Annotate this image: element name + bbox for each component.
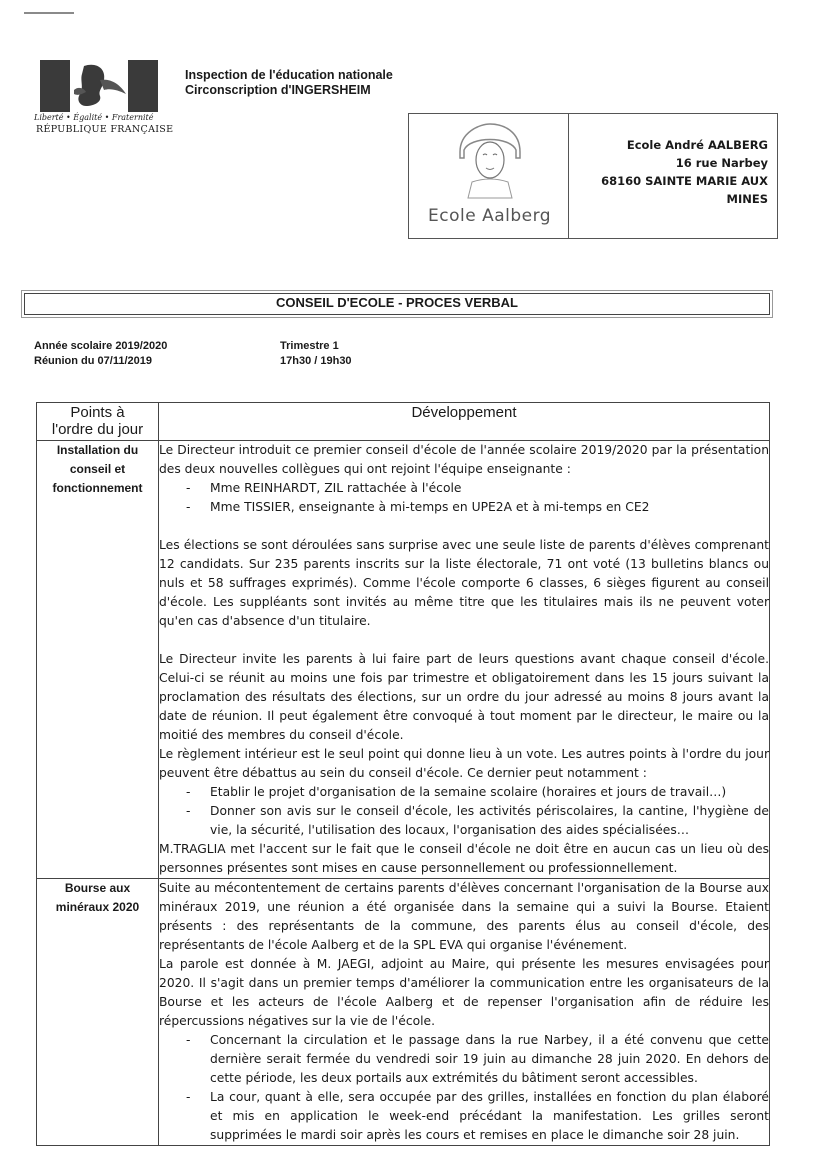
- paragraph: Les élections se sont déroulées sans surprise avec une seule liste de parents d'élèves comprenant 12 candidats. Sur 235 parents inscrits sur la liste électorale, 71 ont voté (13 bulletins blancs ou nuls et 58 suffrages exprimés). Comme l'école comporte 6 classes, 6 sièges figurent au conseil d'école. Les suppléants sont invités au même titre que les titulaires mais ils ne peuvent voter qu'en cas d'absence d'un titulaire.: [159, 538, 769, 628]
- republic-name: RÉPUBLIQUE FRANÇAISE: [36, 124, 174, 135]
- col-agenda-header-line: Points à: [70, 404, 125, 421]
- school-name: Ecole André AALBERG: [626, 138, 768, 152]
- minutes-table: [36, 402, 770, 1146]
- trimester: Trimestre 1: [280, 340, 339, 352]
- section-body-bourse: [159, 879, 770, 1146]
- document-title: CONSEIL D'ECOLE - PROCES VERBAL: [276, 295, 518, 310]
- paragraph: Le Directeur introduit ce premier conseil d'école de l'année scolaire 2019/2020 par la présentation des deux nouvelles collègues qui ont rejoint l'équipe enseignante :: [159, 443, 769, 476]
- meeting-meta-right: [280, 339, 352, 369]
- paragraph: Le Directeur invite les parents à lui faire part de leurs questions avant chaque conseil d'école. Celui-ci se réunit au moins une fois par trimestre et obligatoirement dans les 15 jours suivant la proclamation des résultats des élections, sur un ordre du jour adressé au moins 8 jours avant la date de réunion. Il peut également être convoqué à tout moment par le directeur, le maire ou la moitié des membres du conseil d'école.: [159, 652, 769, 742]
- section-body-installation: [159, 441, 770, 879]
- meeting-hours: 17h30 / 19h30: [280, 355, 352, 367]
- list-item: - Etablir le projet d'organisation de la semaine scolaire (horaires et jours de travail…): [186, 783, 769, 802]
- section-title-line: Installation du: [56, 443, 139, 457]
- school-logo-icon: [450, 122, 530, 204]
- section-title-line: Bourse aux: [64, 881, 131, 895]
- bullet-list: [159, 479, 769, 517]
- col-agenda-header: [37, 403, 159, 441]
- col-agenda-header-line: l'ordre du jour: [51, 421, 144, 438]
- list-item: - Mme REINHARDT, ZIL rattachée à l'école: [186, 479, 769, 498]
- bullet-list: [159, 783, 769, 840]
- school-city: 68160 SAINTE MARIE AUX: [601, 174, 768, 188]
- col-development-header-label: Développement: [411, 404, 517, 421]
- inspection-line: Inspection de l'éducation nationale: [185, 68, 393, 82]
- school-city-continued: MINES: [726, 192, 768, 206]
- bullet-list: [159, 1031, 769, 1145]
- meeting-date: Réunion du 07/11/2019: [34, 355, 152, 367]
- table-row: [37, 441, 770, 879]
- section-title-bourse: [37, 879, 159, 1146]
- table-row: [37, 879, 770, 1146]
- section-title-line: minéraux 2020: [55, 900, 140, 914]
- scan-mark: [24, 12, 74, 14]
- school-box-divider: [568, 113, 569, 239]
- col-development-header: [159, 403, 770, 441]
- list-item: - Mme TISSIER, enseignante à mi-temps en UPE2A et à mi-temps en CE2: [186, 498, 769, 517]
- paragraph: M.TRAGLIA met l'accent sur le fait que le conseil d'école ne doit être en aucun cas un lieu où des personnes présentes sont mises en cause personnellement ou professionnellement.: [159, 842, 769, 875]
- table-header-row: [37, 403, 770, 441]
- section-title-line: fonctionnement: [52, 481, 143, 495]
- list-item: - La cour, quant à elle, sera occupée par des grilles, installées en fonction du plan élaboré et mis en application le week-end précédant la manifestation. Les grilles seront supprimées le mardi soir après les cours et remises en place le dimanche soir 28 juin.: [186, 1088, 769, 1145]
- school-year: Année scolaire 2019/2020: [34, 340, 168, 352]
- list-item: - Concernant la circulation et le passage dans la rue Narbey, il a été convenu que cette dernière serait fermée du vendredi soir 19 juin au dimanche 28 juin 2020. En dehors de cette période, les deux portails aux extrémités du bâtiment seront accessibles.: [186, 1031, 769, 1088]
- inspection-header: [185, 68, 393, 98]
- marianne-logo-icon: [40, 60, 158, 112]
- school-street: 16 rue Narbey: [675, 156, 768, 170]
- paragraph: Le règlement intérieur est le seul point qui donne lieu à un vote. Les autres points à l'ordre du jour peuvent être débattus au sein du conseil d'école. Ce dernier peut notamment :: [159, 747, 769, 780]
- list-item: - Donner son avis sur le conseil d'école, les activités périscolaires, la cantine, l'hygiène de vie, la sécurité, l'utilisation des locaux, l'organisation des aides spécialisées…: [186, 802, 769, 840]
- circonscription-line: Circonscription d'INGERSHEIM: [185, 83, 371, 97]
- section-title-installation: [37, 441, 159, 879]
- paragraph: Suite au mécontentement de certains parents d'élèves concernant l'organisation de la Bourse aux minéraux 2019, une réunion a été organisée dans la semaine qui a suivi la Bourse. Etaient présents : des représentants de la commune, des parents élus au conseil d'école, des représentants de l'école Aalberg et de la SPL EVA qui organise l'événement.: [159, 881, 769, 952]
- republic-motto: Liberté • Égalité • Fraternité: [34, 113, 154, 122]
- school-logo-text: Ecole Aalberg: [428, 206, 552, 226]
- meeting-meta-left: [34, 339, 167, 369]
- section-title-line: conseil et: [69, 462, 126, 476]
- school-address: [572, 136, 768, 208]
- paragraph: La parole est donnée à M. JAEGI, adjoint au Maire, qui présente les mesures envisagées pour 2020. Il s'agit dans un premier temps d'améliorer la communication entre les organisateurs de la Bourse et les acteurs de l'école Aalberg et de repenser l'organisation afin de réduire les répercussions négatives sur la vie de l'école.: [159, 957, 769, 1028]
